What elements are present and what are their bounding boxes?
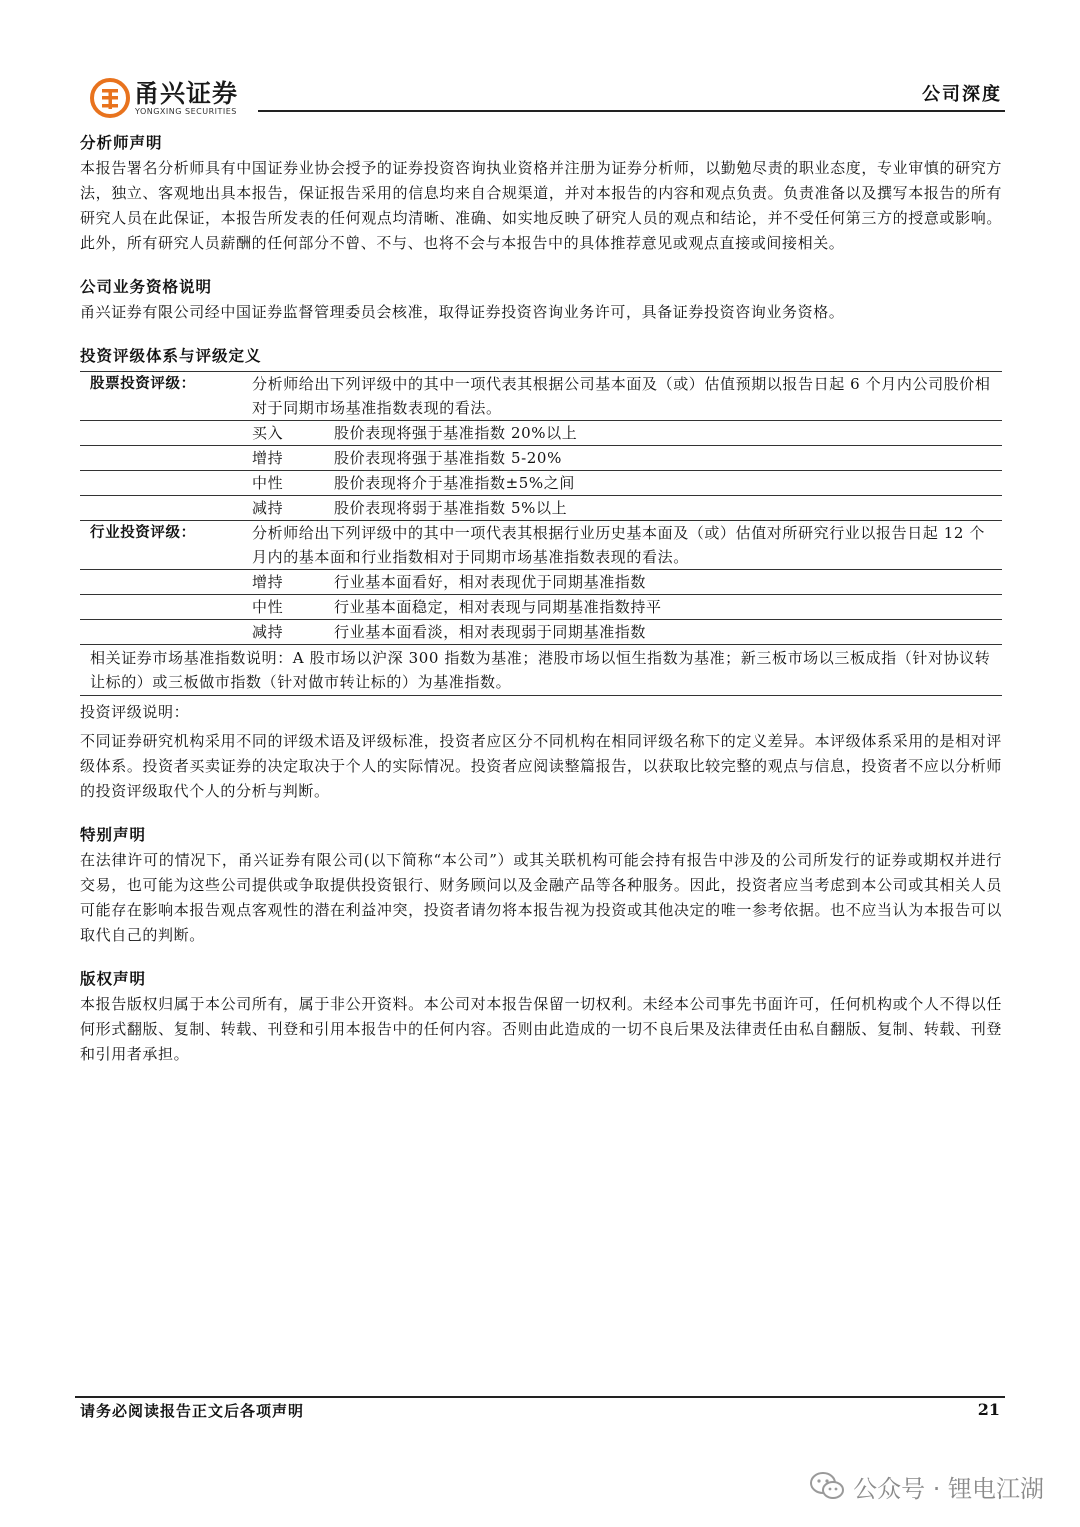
yongxing-logo-icon — [90, 78, 130, 118]
table-row — [80, 372, 1002, 421]
table-row — [80, 645, 1002, 696]
rating-definition: 行业基本面看淡，相对表现弱于同期基准指数 — [328, 620, 1002, 645]
section-title: 版权声明 — [80, 970, 147, 988]
stock-rating-label: 股票投资评级： — [80, 372, 246, 421]
table-row — [80, 421, 1002, 446]
wechat-watermark — [809, 1466, 1044, 1506]
rating-level: 增持 — [246, 570, 328, 595]
company-logo — [90, 74, 260, 124]
watermark-text: 公众号 · 锂电江湖 — [853, 1474, 1044, 1503]
page-content — [80, 130, 1002, 1067]
rating-definition: 股价表现将弱于基准指数 5%以上 — [328, 496, 1002, 521]
section-body: 在法律许可的情况下，甬兴证券有限公司(以下简称“本公司”）或其关联机构可能会持有报告中涉及的公司所发行的证券或期权并进行交易，也可能为这些公司提供或争取提供投资银行、财务顾问以及金融产品等各种服务。因此，投资者应当考虑到本公司或其相关人员可能存在影响本报告观点客观性的潜在利益冲突，投资者请勿将本报告视为投资或其他决定的唯一参考依据。也不应当认为本报告可以取代自己的判断。 — [80, 851, 1002, 944]
section-title: 公司业务资格说明 — [80, 278, 213, 296]
rating-level: 买入 — [246, 421, 328, 446]
footer-divider — [75, 1396, 1005, 1398]
rating-explain-body: 不同证券研究机构采用不同的评级术语及评级标准，投资者应区分不同机构在相同评级名称下的定义差异。本评级体系采用的是相对评级体系。投资者买卖证券的决定取决于个人的实际情况。投资者应阅读整篇报告，以获取比较完整的观点与信息，投资者不应以分析师的投资评级取代个人的分析与判断。 — [80, 732, 1002, 800]
rating-explain-label: 投资评级说明： — [80, 703, 190, 721]
analyst-statement — [80, 130, 1002, 256]
benchmark-note: 相关证券市场基准指数说明：A 股市场以沪深 300 指数为基准；港股市场以恒生指数为基准；新三板市场以三板成指（针对协议转让标的）或三板做市指数（针对做市转让标的）为基准指数。 — [80, 645, 1002, 696]
rating-level: 减持 — [246, 496, 328, 521]
report-type: 公司深度 — [922, 84, 1002, 105]
company-name-en: YONGXING SECURITIES — [135, 107, 237, 116]
industry-rating-desc: 分析师给出下列评级中的其中一项代表其根据行业历史基本面及（或）估值对所研究行业以报告日起 12 个月内的基本面和行业指数相对于同期市场基准指数表现的看法。 — [246, 521, 1002, 570]
company-name-cn: 甬兴证券 — [134, 79, 239, 108]
wechat-icon — [809, 1471, 845, 1501]
footer-notice: 请务必阅读报告正文后各项声明 — [80, 1402, 305, 1420]
special-statement — [80, 822, 1002, 948]
table-row — [80, 595, 1002, 620]
rating-level: 中性 — [246, 595, 328, 620]
section-body: 本报告版权归属于本公司所有，属于非公开资料。本公司对本报告保留一切权利。未经本公司事先书面许可，任何机构或个人不得以任何形式翻版、复制、转载、刊登和引用本报告中的任何内容。否则由此造成的一切不良后果及法律责任由私自翻版、复制、转载、刊登和引用者承担。 — [80, 995, 1002, 1063]
rating-definition: 股价表现将强于基准指数 20%以上 — [328, 421, 1002, 446]
rating-level: 中性 — [246, 471, 328, 496]
section-title: 投资评级体系与评级定义 — [80, 347, 262, 365]
table-row — [80, 521, 1002, 570]
table-row — [80, 496, 1002, 521]
rating-definition: 行业基本面稳定，相对表现与同期基准指数持平 — [328, 595, 1002, 620]
industry-rating-label: 行业投资评级： — [80, 521, 246, 570]
copyright-statement — [80, 966, 1002, 1067]
section-body: 甬兴证券有限公司经中国证券监督管理委员会核准，取得证券投资咨询业务许可，具备证券投资咨询业务资格。 — [80, 303, 845, 321]
rating-system — [80, 343, 1002, 804]
section-body: 本报告署名分析师具有中国证券业协会授予的证券投资咨询执业资格并注册为证券分析师，以勤勉尽责的职业态度，专业审慎的研究方法，独立、客观地出具本报告，保证报告采用的信息均来自合规渠道，并对本报告的内容和观点负责。负责准备以及撰写本报告的所有研究人员在此保证，本报告所发表的任何观点均清晰、准确、如实地反映了研究人员的观点和结论，并不受任何第三方的授意或影响。此外，所有研究人员薪酬的任何部分不曾、不与、也将不会与本报告中的具体推荐意见或观点直接或间接相关。 — [80, 159, 1002, 252]
rating-level: 减持 — [246, 620, 328, 645]
rating-table — [80, 371, 1002, 696]
table-row — [80, 620, 1002, 645]
page-number: 21 — [977, 1400, 1000, 1419]
rating-definition: 股价表现将强于基准指数 5-20% — [328, 446, 1002, 471]
section-title: 分析师声明 — [80, 134, 163, 152]
table-row — [80, 570, 1002, 595]
rating-definition: 股价表现将介于基准指数±5%之间 — [328, 471, 1002, 496]
table-row — [80, 471, 1002, 496]
section-title: 特别声明 — [80, 826, 147, 844]
rating-level: 增持 — [246, 446, 328, 471]
rating-definition: 行业基本面看好，相对表现优于同期基准指数 — [328, 570, 1002, 595]
header-divider — [258, 110, 1005, 112]
table-row — [80, 446, 1002, 471]
qualification-statement — [80, 274, 1002, 325]
stock-rating-desc: 分析师给出下列评级中的其中一项代表其根据公司基本面及（或）估值预期以报告日起 6 个月内公司股价相对于同期市场基准指数表现的看法。 — [246, 372, 1002, 421]
